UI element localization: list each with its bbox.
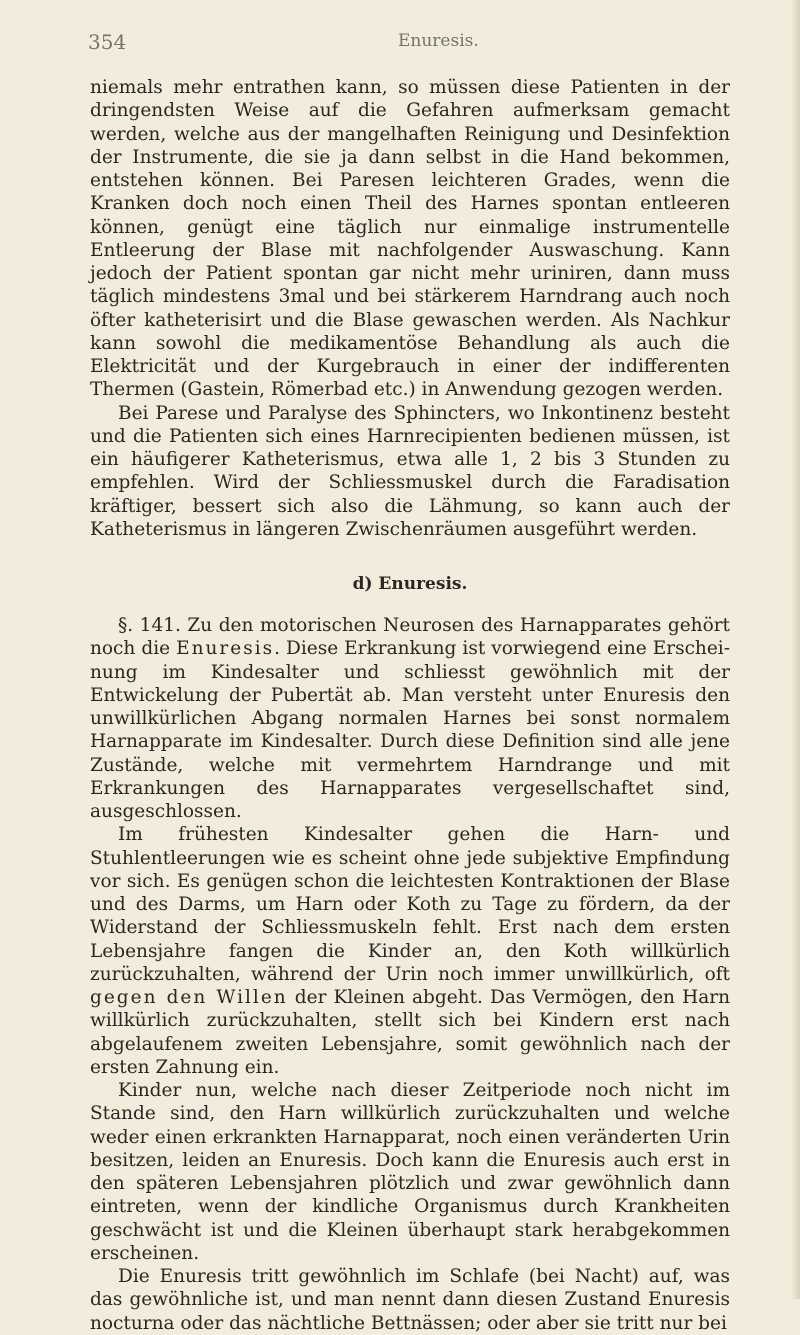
page-edge-shadow xyxy=(792,0,800,1299)
page-number: 354 xyxy=(88,30,127,54)
paragraph-section-141 xyxy=(90,614,730,823)
paragraph-parese-paralyse: Bei Parese und Paralyse des Sphincters, wo Inkontinenz besteht und die Patienten sich eines Harnrecipienten bedienen müssen, ist ein häufigerer Katheterismus, etwa alle 1, 2 bis 3 Stunden zu empfehlen. Wird der Schliessmuskel durch die Faradisation kräftiger, bessert sich also die Lähmung, so kann auch der Katheterismus in längeren Zwischenräumen ausgeführt werden. xyxy=(90,402,730,540)
section-heading: d) Enuresis. xyxy=(352,574,468,594)
page-header xyxy=(88,30,728,64)
paragraph-continuation: niemals mehr entrathen kann, so müssen diese Patienten in der dringendsten Weise auf die Gefahren aufmerksam gemacht werden, welche aus der mangelhaften Reinigung und Desinfektion der Instrumente, die sie ja dann selbst in die Hand bekommen, entstehen können. Bei Paresen leichteren Grades, wenn die Kranken doch noch einen Theil des Harnes spontan entleeren können, genügt eine täglich nur einmalige instrumentelle Entleerung der Blase mit nachfolgender Auswaschung. Kann jedoch der Patient spontan gar nicht mehr uriniren, dann muss täglich mindestens 3mal und bei stärkerem Harndrang auch noch öfter katheterisirt und die Blase gewaschen werden. Als Nachkur kann sowohl die medikamentöse Behandlung als auch die Elektricität und der Kurgebrauch in einer der indifferenten Thermen (Gastein, Römerbad etc.) in Anwendung gezogen werden. xyxy=(90,77,730,401)
p3-text-c: . Diese Erkrankung ist vorwiegend eine Erscheinung im Kindesalter und schliesst gewöhnlich mit der Entwickelung der Pubertät ab. Man versteht unter Enuresis den unwillkürlichen Abgang normalen Harnes bei sonst normalem Harnapparate im Kindesalter. Durch diese Definition sind alle jene Zustände, welche mit vermehrtem Harndrange und mit Erkrankungen des Harnapparates vergesellschaftet sind, ausgeschlossen. xyxy=(90,638,730,822)
emphasis-gegen-den-willen: gegen den Willen xyxy=(90,987,288,1008)
paragraph-kinder-nun: Kinder nun, welche nach dieser Zeitperiode noch nicht im Stande sind, den Harn willkürlich zurückzuhalten und welche weder einen erkrankten Harnapparat, noch einen veränderten Urin besitzen, leiden an Enuresis. Doch kann die Enuresis auch erst in den späteren Lebensjahren plötzlich und zwar gewöhnlich dann eintreten, wenn der kindliche Organismus durch Krankheiten geschwächt ist und die Kleinen überhaupt stark herabgekommen erscheinen. xyxy=(90,1080,730,1264)
p3-text-a: §. 141. Zu den motorischen Neurosen des Harnapparates gehört noch die xyxy=(90,615,730,660)
p4-text-c: der Kleinen abgeht. Das Vermögen, den Harn willkürlich zurückzuhalten, stellt sich bei Kindern erst nach abgelaufenem zweiten Lebensjahre, somit gewöhnlich nach der ersten Zahnung ein. xyxy=(90,987,730,1078)
running-title: Enuresis. xyxy=(398,31,479,51)
p4-text-a: Im frühesten Kindesalter gehen die Harn- und Stuhlentleerungen wie es scheint ohne jede subjektive Empfindung vor sich. Es genügen schon die leichtesten Kontraktionen der Blase und des Darms, um Harn oder Koth zu Tage zu fördern, da der Widerstand der Schliessmuskeln fehlt. Erst nach dem ersten Lebensjahre fangen die Kinder an, den Koth willkürlich zurückzuhalten, während der Urin noch immer unwillkürlich, oft xyxy=(90,824,730,985)
page-body xyxy=(90,76,730,1335)
paragraph-enuresis-nocturna: Die Enuresis tritt gewöhnlich im Schlafe (bei Nacht) auf, was das gewöhnliche ist, und man nennt dann diesen Zustand Enuresis nocturna oder das nächtliche Bettnässen; oder aber sie tritt nur bei xyxy=(90,1266,730,1334)
paragraph-fruehestes-kindesalter xyxy=(90,823,730,1079)
term-enuresis: Enuresis xyxy=(176,638,275,660)
